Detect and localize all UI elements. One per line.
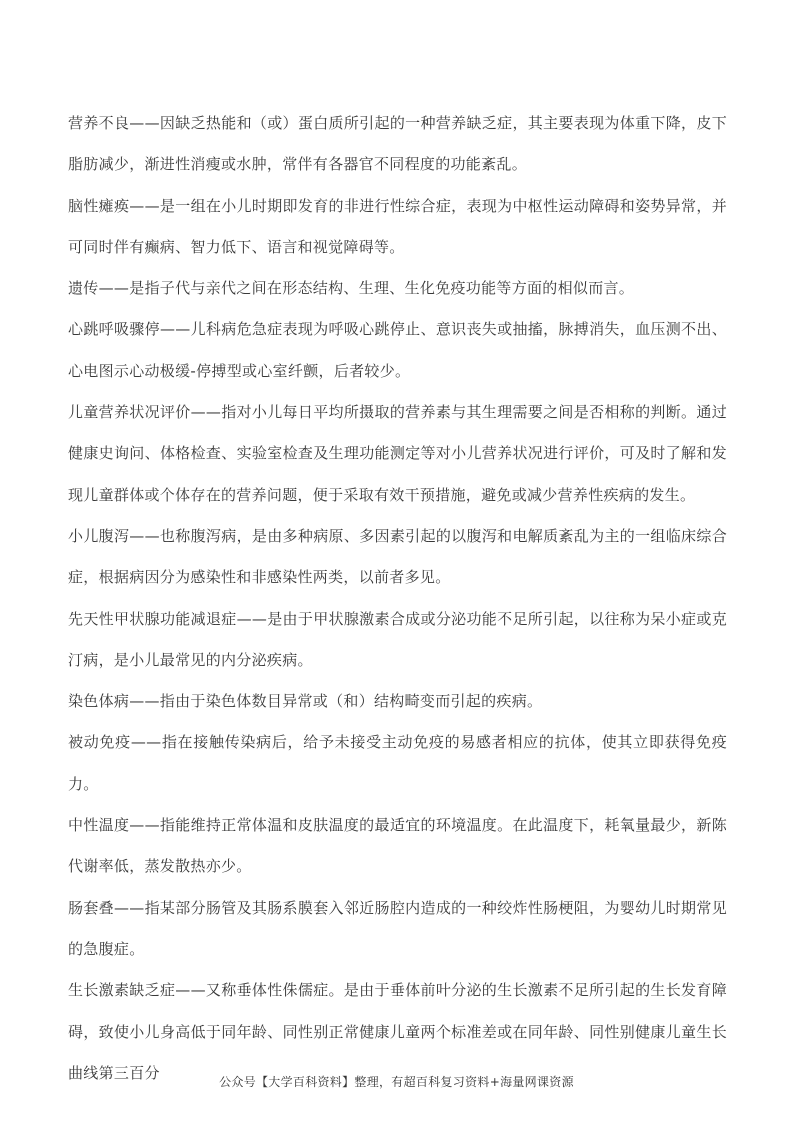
glossary-entry-chromosomal-disease: 染色体病——指由于染色体数目异常或（和）结构畸变而引起的疾病。 [68, 692, 543, 711]
glossary-entry-heredity: 遗传——是指子代与亲代之间在形态结构、生理、生化免疫功能等方面的相似而言。 [68, 279, 635, 298]
document-body [68, 103, 727, 1094]
glossary-entry-malnutrition: 营养不良——因缺乏热能和（或）蛋白质所引起的一种营养缺乏症，其主要表现为体重下降，皮下脂肪减少，渐进性消瘦或水肿，常伴有各器官不同程度的功能紊乱。 [68, 114, 727, 174]
glossary-entry-infantile-diarrhea: 小儿腹泻——也称腹泻病，是由多种病原、多因素引起的以腹泻和电解质紊乱为主的一组临床综合症，根据病因分为感染性和非感染性两类，以前者多见。 [68, 526, 727, 587]
glossary-entry-intussusception: 肠套叠——指某部分肠管及其肠系膜套入邻近肠腔内造成的一种绞炸性肠梗阻，为婴幼儿时期常见的急腹症。 [68, 898, 727, 958]
glossary-entry-neutral-temperature: 中性温度——指能维持正常体温和皮肤温度的最适宜的环境温度。在此温度下，耗氧量最少，新陈代谢率低，蒸发散热亦少。 [68, 816, 727, 876]
glossary-entry-growth-hormone-deficiency: 生长激素缺乏症——又称垂体性侏儒症。是由于垂体前叶分泌的生长激素不足所引起的生长发育障碍，致使小儿身高低于同年龄、同性别正常健康儿童两个标准差或在同年龄、同性别健康儿童生长曲线第三百分 [68, 981, 727, 1082]
glossary-entry-cardiopulmonary-arrest: 心跳呼吸骤停——儿科病危急症表现为呼吸心跳停止、意识丧失或抽搐，脉搏消失，血压测不出、心电图示心动极缓-停搏型或心室纤颤，后者较少。 [68, 320, 727, 380]
glossary-entry-cerebral-palsy: 脑性瘫痪——是一组在小儿时期即发育的非进行性综合症，表现为中枢性运动障碍和姿势异常，并可同时伴有癫病、智力低下、语言和视觉障碍等。 [68, 196, 727, 256]
glossary-entry-child-nutrition-assessment: 儿童营养状况评价——指对小儿每日平均所摄取的营养素与其生理需要之间是否相称的判断。通过健康史询问、体格检查、实验室检查及生理功能测定等对小儿营养状况进行评价，可及时了解和发现儿童群体或个体存在的营养问题，便于采取有效干预措施，避免或减少营养性疾病的发生。 [68, 403, 727, 504]
page-footer: 公众号【大学百科资料】整理，有超百科复习资料+海量网课资源 [219, 1075, 574, 1089]
glossary-entry-passive-immunity: 被动免疫——指在接触传染病后，给予未接受主动免疫的易感者相应的抗体，使其立即获得免疫力。 [68, 733, 727, 793]
glossary-entry-congenital-hypothyroidism: 先天性甲状腺功能减退症——是由于甲状腺激素合成或分泌功能不足所引起，以往称为呆小症或克汀病，是小儿最常见的内分泌疾病。 [68, 609, 727, 669]
